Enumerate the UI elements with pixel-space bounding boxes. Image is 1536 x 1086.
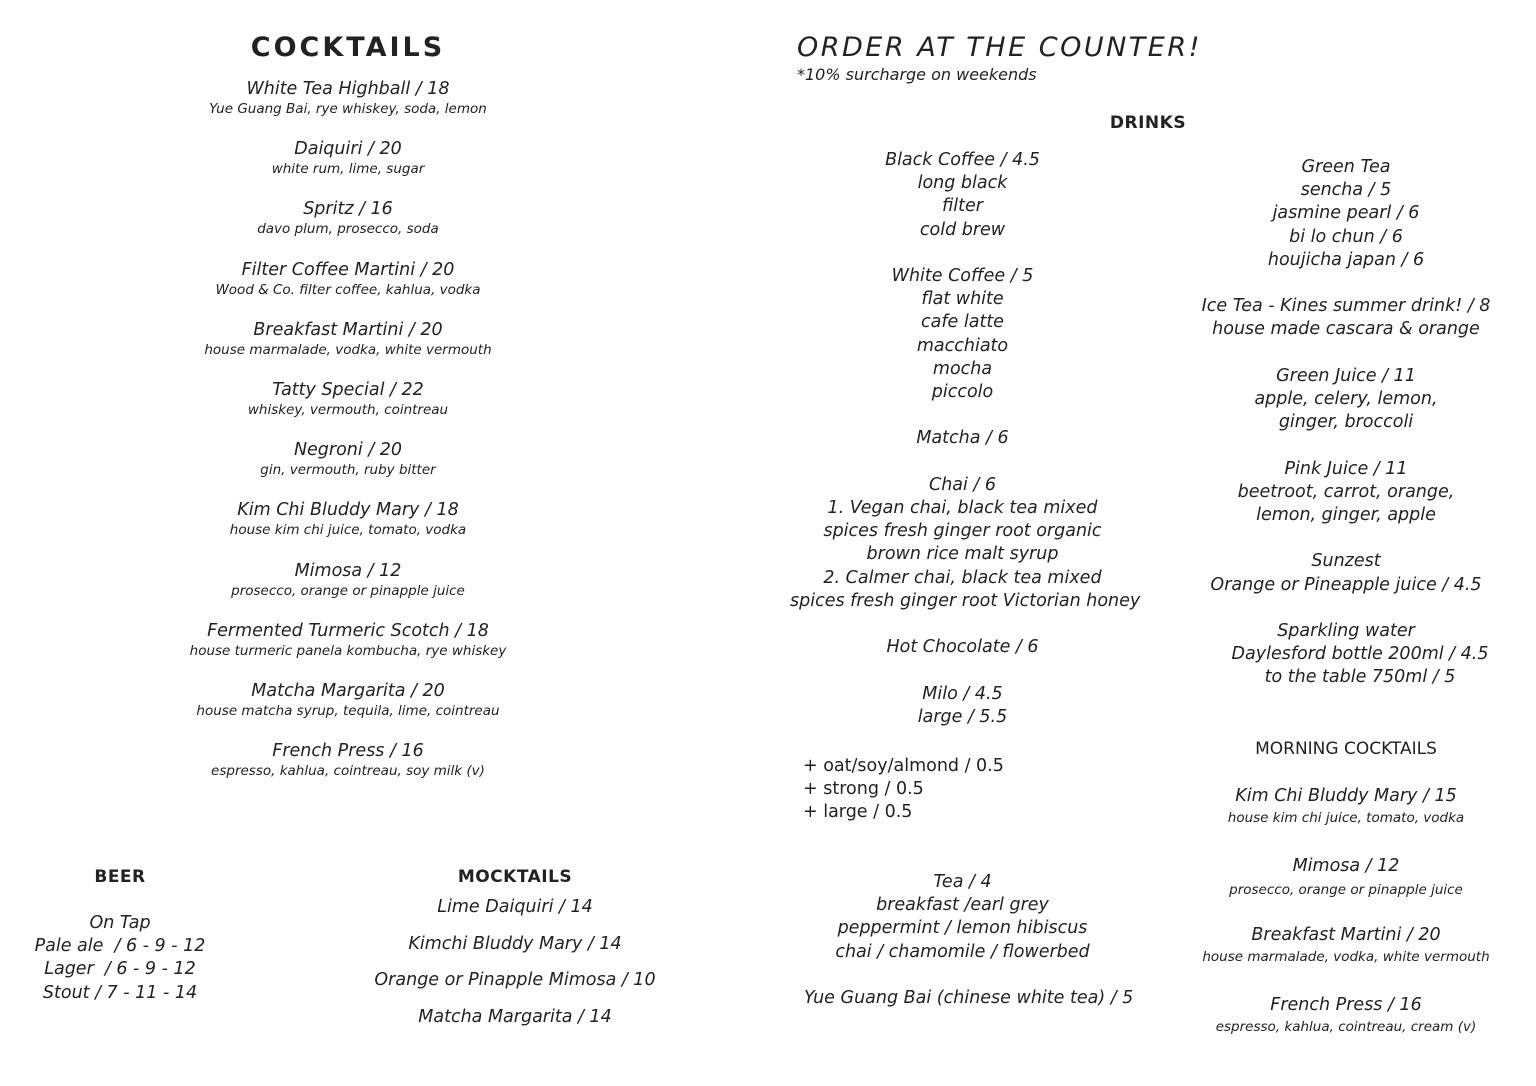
mocktail-item: Kimchi Bluddy Mary / 14	[408, 933, 622, 954]
pink-juice-group	[1190, 458, 1502, 528]
black-coffee-option: cold brew	[919, 219, 1006, 240]
cocktails-section	[148, 30, 548, 800]
morning-cocktail-name: Kim Chi Bluddy Mary / 15	[1235, 786, 1457, 806]
white-coffee-title: White Coffee / 5	[891, 266, 1034, 286]
morning-cocktail-item	[1190, 993, 1502, 1063]
page-title: ORDER AT THE COUNTER!	[797, 32, 1202, 63]
tea-section	[790, 871, 1135, 1010]
cocktails-title: COCKTAILS	[250, 32, 446, 63]
chai-title: Chai / 6	[928, 474, 997, 495]
cocktail-desc: espresso, kahlua, cointreau, soy milk (v)	[211, 763, 485, 780]
black-coffee-title: Black Coffee / 4.5	[885, 150, 1040, 170]
morning-cocktail-desc: prosecco, orange or pinapple juice	[1229, 881, 1463, 898]
cocktail-desc: davo plum, prosecco, soda	[257, 221, 439, 238]
cocktail-desc: Yue Guang Bai, rye whiskey, soda, lemon	[209, 101, 487, 117]
sparkling-water-option: to the table 750ml / 5	[1264, 667, 1456, 688]
addon-milk: + oat/soy/almond / 0.5	[803, 756, 1004, 776]
sunzest-group	[1190, 550, 1502, 596]
morning-cocktail-name: French Press / 16	[1270, 994, 1422, 1015]
cocktail-item	[148, 620, 548, 680]
beer-pale-ale: Pale ale / 6 - 9 - 12	[34, 936, 206, 957]
cocktail-item	[148, 259, 548, 319]
cocktail-item	[148, 198, 548, 258]
beer-on-tap-label: On Tap	[89, 913, 151, 933]
black-coffee-group	[790, 149, 1135, 242]
matcha-item: Matcha / 6	[916, 428, 1009, 449]
green-tea-option: sencha / 5	[1300, 180, 1392, 201]
addon-large: + large / 0.5	[803, 802, 913, 823]
morning-cocktails-title: MORNING COCKTAILS	[1255, 739, 1437, 759]
tea-options: peppermint / lemon hibiscus	[837, 918, 1088, 939]
ice-tea-group	[1190, 295, 1502, 341]
cocktail-desc: whiskey, vermouth, cointreau	[247, 401, 449, 418]
morning-cocktails-section	[1190, 737, 1502, 1062]
pink-juice-desc: lemon, ginger, apple	[1256, 505, 1436, 525]
mocktail-item: Orange or Pinapple Mimosa / 10	[374, 970, 656, 990]
drinks-right-column	[1190, 156, 1502, 690]
cocktail-name: Matcha Margarita / 20	[251, 680, 445, 701]
order-header	[797, 30, 1297, 84]
green-tea-option: jasmine pearl / 6	[1272, 203, 1420, 224]
cocktail-desc: white rum, lime, sugar	[271, 161, 425, 178]
surcharge-note: *10% surcharge on weekends	[797, 65, 1037, 84]
pink-juice-desc: beetroot, carrot, orange,	[1237, 481, 1455, 502]
black-coffee-option: filter	[942, 196, 983, 217]
green-tea-group	[1190, 156, 1502, 272]
morning-cocktail-item	[1190, 854, 1502, 924]
chai-description: 1. Vegan chai, black tea mixed	[827, 498, 1098, 518]
cocktail-item	[148, 379, 548, 439]
cocktail-desc: Wood & Co. filter coffee, kahlua, vodka	[215, 281, 481, 298]
white-coffee-option: macchiato	[916, 335, 1009, 356]
cocktail-name: Filter Coffee Martini / 20	[241, 259, 455, 280]
cocktail-desc: house kim chi juice, tomato, vodka	[229, 522, 467, 539]
morning-cocktail-item	[1190, 784, 1502, 854]
cocktail-item	[148, 439, 548, 499]
tea-options: chai / chamomile / flowerbed	[835, 941, 1090, 962]
white-coffee-option: flat white	[921, 289, 1004, 310]
cocktail-desc: house marmalade, vodka, white vermouth	[204, 341, 492, 358]
white-coffee-option: mocha	[932, 358, 993, 379]
sunzest-desc: Orange or Pineapple juice / 4.5	[1210, 574, 1482, 595]
cocktail-desc: house matcha syrup, tequila, lime, cointreau	[196, 702, 500, 719]
cocktail-item	[148, 499, 548, 559]
drinks-title: DRINKS	[1109, 113, 1187, 133]
green-juice-title: Green Juice / 11	[1276, 365, 1416, 386]
addons-section	[803, 755, 1103, 825]
morning-cocktail-name: Mimosa / 12	[1292, 855, 1400, 876]
morning-cocktail-desc: house marmalade, vodka, white vermouth	[1202, 949, 1490, 965]
cocktail-item	[148, 680, 548, 740]
morning-cocktail-name: Breakfast Martini / 20	[1251, 925, 1441, 945]
green-tea-option: bi lo chun / 6	[1289, 226, 1403, 247]
black-coffee-option: long black	[917, 173, 1008, 194]
green-tea-title: Green Tea	[1301, 157, 1391, 177]
chai-description: brown rice malt syrup	[866, 544, 1059, 565]
white-tea-item: Yue Guang Bai (chinese white tea) / 5	[804, 988, 1134, 1008]
mocktails-title: MOCKTAILS	[457, 867, 573, 887]
cocktail-item	[148, 78, 548, 138]
cocktail-name: Daiquiri / 20	[294, 139, 402, 160]
chai-group	[790, 474, 1141, 613]
sunzest-title: Sunzest	[1311, 551, 1381, 572]
cocktail-name: French Press / 16	[272, 741, 424, 762]
cocktail-name: Kim Chi Bluddy Mary / 18	[237, 500, 459, 521]
ice-tea-desc: house made cascara & orange	[1212, 319, 1480, 340]
chai-description: 2. Calmer chai, black tea mixed	[823, 567, 1102, 588]
milo-large: large / 5.5	[917, 706, 1008, 727]
morning-cocktail-desc: espresso, kahlua, cointreau, cream (v)	[1215, 1018, 1477, 1035]
cocktail-item	[148, 319, 548, 379]
addon-strong: + strong / 0.5	[803, 779, 924, 800]
morning-cocktail-item	[1190, 923, 1502, 993]
beer-section	[20, 866, 220, 1005]
mocktails-section	[340, 866, 690, 1035]
cocktail-name: Negroni / 20	[293, 440, 403, 461]
cocktail-item	[148, 138, 548, 198]
cocktail-list	[148, 78, 548, 800]
cocktail-name: Breakfast Martini / 20	[253, 319, 443, 340]
green-juice-group	[1190, 365, 1502, 435]
morning-cocktail-desc: house kim chi juice, tomato, vodka	[1227, 810, 1465, 826]
milo-group	[790, 683, 1135, 729]
sparkling-water-option: Daylesford bottle 200ml / 4.5	[1231, 644, 1489, 665]
cocktail-name: Mimosa / 12	[294, 560, 402, 581]
mocktail-item: Lime Daiquiri / 14	[437, 897, 593, 917]
green-juice-desc: ginger, broccoli	[1278, 412, 1414, 433]
mocktail-item: Matcha Margarita / 14	[418, 1006, 612, 1027]
hot-chocolate-item: Hot Chocolate / 6	[886, 637, 1039, 658]
beer-lager: Lager / 6 - 9 - 12	[44, 959, 196, 980]
white-coffee-option: piccolo	[931, 382, 994, 403]
chai-description: spices fresh ginger root organic	[823, 521, 1102, 542]
tea-title: Tea / 4	[933, 872, 992, 892]
cocktail-name: White Tea Highball / 18	[246, 79, 450, 99]
cocktail-item	[148, 740, 548, 800]
white-coffee-option: cafe latte	[921, 312, 1004, 333]
cocktail-name: Tatty Special / 22	[272, 379, 424, 400]
sparkling-water-group	[1190, 620, 1502, 690]
cocktail-name: Spritz / 16	[303, 199, 393, 220]
chai-description: spices fresh ginger root Victorian honey	[790, 590, 1141, 611]
beer-stout: Stout / 7 - 11 - 14	[42, 982, 198, 1003]
milo-title: Milo / 4.5	[922, 683, 1003, 704]
pink-juice-title: Pink Juice / 11	[1284, 458, 1408, 479]
green-juice-desc: apple, celery, lemon,	[1254, 389, 1438, 409]
cocktail-desc: house turmeric panela kombucha, rye whiskey	[189, 642, 507, 659]
green-tea-option: houjicha japan / 6	[1267, 249, 1425, 270]
ice-tea-title: Ice Tea - Kines summer drink! / 8	[1201, 296, 1491, 317]
cocktail-item	[148, 560, 548, 620]
cocktail-desc: prosecco, orange or pinapple juice	[231, 582, 465, 599]
sparkling-water-title: Sparkling water	[1277, 620, 1415, 641]
cocktail-name: Fermented Turmeric Scotch / 18	[207, 620, 489, 641]
tea-options: breakfast /earl grey	[876, 895, 1049, 916]
white-coffee-group	[790, 265, 1135, 404]
beer-title: BEER	[94, 867, 146, 887]
drinks-left-column	[790, 149, 1141, 729]
cocktail-desc: gin, vermouth, ruby bitter	[260, 462, 436, 479]
